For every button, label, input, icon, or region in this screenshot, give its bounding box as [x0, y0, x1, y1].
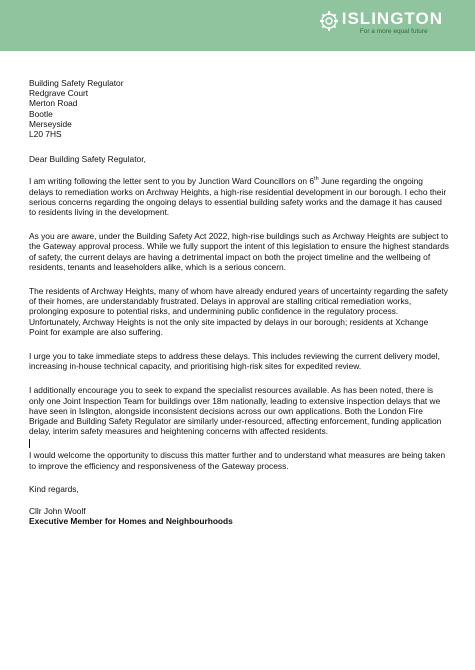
org-name: ISLINGTON: [341, 9, 443, 28]
paragraph-3: The residents of Archway Heights, many of whom have already endured years of uncertainty regarding the safety of their homes, are understandably frustrated. Delays in approval are stalling critical remediation works, prolonging exposure to potential risks, and undermining public confidence in the regulatory process. Unfortunately, Archway Heights is not the only site impacted by delays in our borough; residents at Xchange Point for example are also suffering.: [29, 286, 448, 337]
header-banner: [0, 0, 475, 51]
signer-title: Executive Member for Homes and Neighbourhoods: [29, 516, 233, 527]
paragraph-6: I would welcome the opportunity to discuss this matter further and to understand what measures are being taken to improve the efficiency and responsiveness of the Gateway process.: [29, 450, 446, 471]
paragraph-5: I additionally encourage you to seek to expand the specialist resources available. As has been noted, there is only one Joint Inspection Team for buildings over 18m nationally, leading to extensive inspection delays that we have seen in Islington, alongside inconsistent decisions across our own applications. Both the London Fire Brigade and Building Safety Regulator are similarly under-resourced, affecting enforcement, funding application delay, interim safety measures and heightening concerns with affected residents.: [29, 385, 442, 437]
address-line: L20 7HS: [29, 129, 62, 140]
logo-text: [342, 10, 443, 36]
date-ordinal: th: [314, 176, 319, 183]
paragraph-1-start: I am writing following the letter sent to you by Junction Ward Councillors on 6: [29, 176, 315, 187]
letter-body: [29, 78, 449, 527]
islington-logo: [319, 10, 443, 36]
text-cursor-line[interactable]: [29, 439, 449, 449]
islington-crest-icon: [319, 10, 339, 32]
signer-name: Cllr John Woolf: [29, 506, 86, 517]
address-line: Redgrave Court: [29, 88, 89, 99]
recipient-address: [29, 78, 449, 139]
address-line: Merseyside: [29, 118, 72, 129]
salutation: Dear Building Safety Regulator,: [29, 154, 146, 165]
paragraph-2: As you are aware, under the Building Safety Act 2022, high-rise buildings such as Archway Heights are subject to the Gateway approval process. While we fully support the intent of this legislation to ensure the highest standards of safety, the current delays are having a detrimental impact on both the project timeline and the wellbeing of residents, tenants and leaseholders alike, which is a serious concern.: [29, 231, 449, 272]
paragraph-4: I urge you to take immediate steps to address these delays. This includes reviewing the current delivery model, increasing in-house technical capacity, and prioritising high-risk sites for expedited review.: [29, 351, 440, 372]
address-line: Bootle: [29, 108, 53, 119]
paragraph-1: [29, 176, 449, 217]
paragraph-1-rest: June regarding the ongoing delays to remediation works on Archway Heights, a high-rise residential development in our borough. I echo their serious concerns regarding the ongoing delays to essential building safety works and the damage it has caused to residents living in the development.: [29, 176, 447, 218]
org-tagline: For a more equal future: [359, 28, 428, 35]
address-line: Building Safety Regulator: [29, 78, 124, 88]
address-line: Merton Road: [29, 98, 78, 109]
signoff: Kind regards,: [29, 483, 79, 494]
text-cursor: [29, 439, 30, 448]
